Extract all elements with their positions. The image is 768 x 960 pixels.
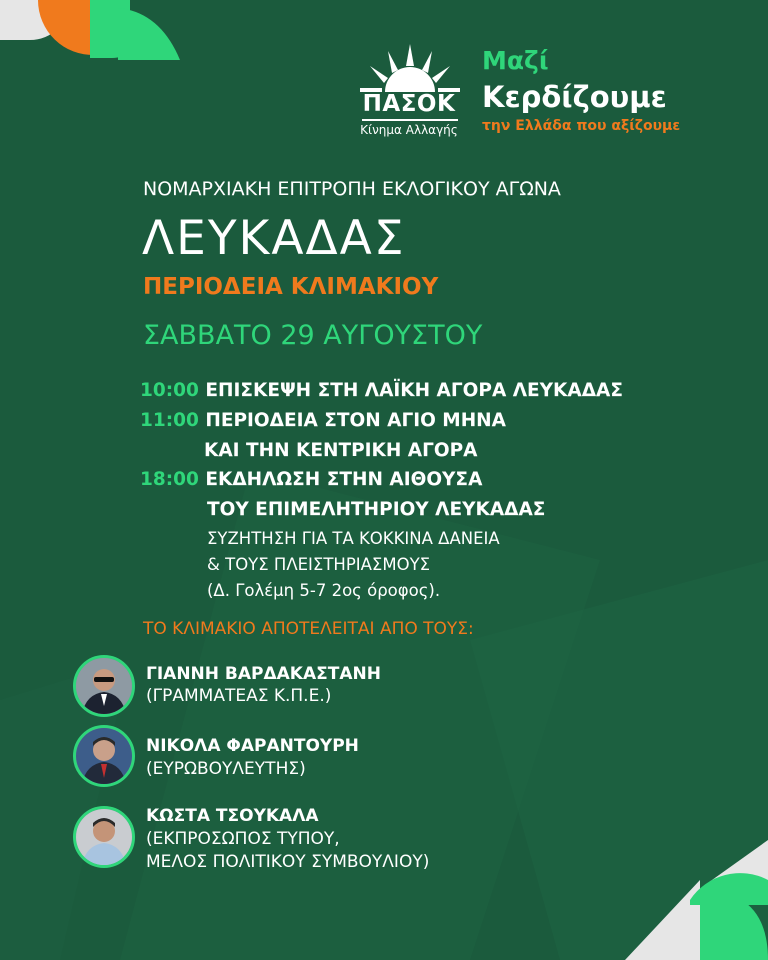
sun-icon [360,44,460,92]
schedule-text: ΕΠΙΣΚΕΨΗ ΣΤΗ ΛΑΪΚΗ ΑΓΟΡΑ ΛΕΥΚΑΔΑΣ [205,380,623,401]
schedule-text: ΕΚΔΗΛΩΣΗ ΣΤΗΝ ΑΙΘΟΥΣΑ [205,469,483,490]
member-role: (ΕΥΡΩΒΟΥΛΕΥΤΗΣ) [146,759,306,779]
schedule-item [140,380,623,401]
member-name: ΓΙΑΝΝΗ ΒΑΡΔΑΚΑΣΤΑΝΗ [146,664,381,684]
event-date: ΣΑΒΒΑΤΟ 29 ΑΥΓΟΥΣΤΟΥ [143,320,483,351]
member-role: (ΓΡΑΜΜΑΤΕΑΣ Κ.Π.Ε.) [146,686,332,706]
avatar [73,655,135,717]
person-icon [76,658,132,714]
logo-subtitle: Κίνημα Αλλαγής [360,123,458,137]
member-name: ΝΙΚΟΛΑ ΦΑΡΑΝΤΟΥΡΗ [146,736,359,756]
team-heading: ΤΟ ΚΛΙΜΑΚΙΟ ΑΠΟΤΕΛΕΙΤΑΙ ΑΠΟ ΤΟΥΣ: [143,619,474,639]
committee-title: ΝΟΜΑΡΧΙΑΚΗ ΕΠΙΤΡΟΠΗ ΕΚΛΟΓΙΚΟΥ ΑΓΩΝΑ [143,178,561,200]
corner-shape-orange [38,0,95,55]
logo-name: ΠΑΣΟΚ [362,91,456,117]
logo-divider [362,119,458,121]
schedule-note: ΣΥΖΗΤΗΣΗ ΓΙΑ ΤΑ ΚΟΚΚΙΝΑ ΔΑΝΕΙΑ [207,529,500,548]
member-role: (ΕΚΠΡΟΣΩΠΟΣ ΤΥΠΟΥ, [146,829,340,849]
avatar [73,806,135,868]
schedule-text-cont: ΤΟΥ ΕΠΙΜΕΛΗΤΗΡΙΟΥ ΛΕΥΚΑΔΑΣ [207,499,546,520]
avatar [73,725,135,787]
slogan-line-2: Κερδίζουμε [482,80,667,114]
member-name: ΚΩΣΤΑ ΤΣΟΥΚΑΛΑ [146,806,319,826]
person-icon [76,728,132,784]
person-icon [76,809,132,865]
member-role: ΜΕΛΟΣ ΠΟΛΙΤΙΚΟΥ ΣΥΜΒΟΥΛΙΟΥ) [146,852,430,872]
schedule-time: 18:00 [140,469,199,490]
schedule-text: ΠΕΡΙΟΔΕΙΑ ΣΤΟΝ ΑΓΙΟ ΜΗΝΑ [205,410,506,431]
schedule-time: 11:00 [140,410,199,431]
tour-title: ΠΕΡΙΟΔΕΙΑ ΚΛΙΜΑΚΙΟΥ [143,274,439,300]
schedule-note: & ΤΟΥΣ ΠΛΕΙΣΤΗΡΙΑΣΜΟΥΣ [207,555,431,574]
schedule-item [140,410,506,431]
schedule-text-cont: ΚΑΙ ΤΗΝ ΚΕΝΤΡΙΚΗ ΑΓΟΡΑ [204,440,478,461]
slogan-line-1: Μαζί [482,46,549,75]
schedule-item [140,469,482,490]
city-title: ΛΕΥΚΑΔΑΣ [142,211,406,266]
schedule-time: 10:00 [140,380,199,401]
schedule-note: (Δ. Γολέμη 5-7 2ος όροφος). [207,581,441,600]
slogan-line-3: την Ελλάδα που αξίζουμε [482,118,681,134]
